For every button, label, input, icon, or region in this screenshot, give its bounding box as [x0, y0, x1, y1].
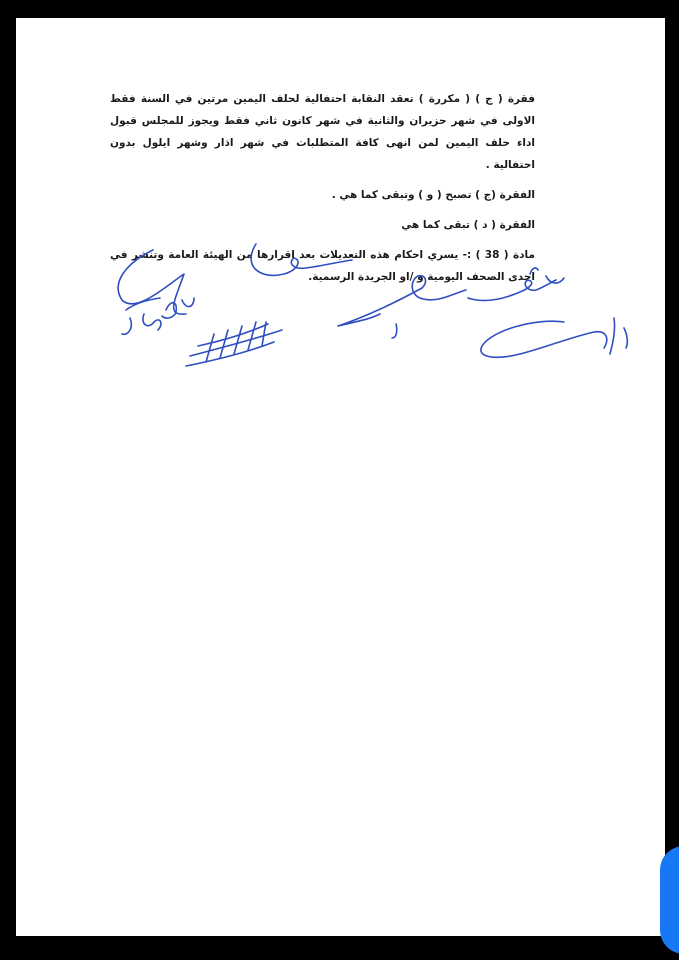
signature-right-top: [468, 268, 564, 301]
signature-top-center: [251, 244, 352, 275]
signatures: [16, 18, 665, 936]
signature-center-long: [338, 276, 466, 338]
paragraph-2: الفقرة (ج ) تصبح ( و ) وتبقى كما هي .: [331, 189, 535, 201]
paragraph-1: فقرة ( ج ) ( مكررة ) تعقد النقابة احتفالية لحلف اليمين مرتين في السنة فقط الاولى في شهر حزيران والثانية في شهر كانون ثاني فقط ويجوز للمجلس قبول اداء حلف اليمين لمن انهى كافة المتطلبات في شهر اذار وشهر ايلول بدون احتفالية .: [110, 93, 535, 171]
signature-hatched: [186, 322, 282, 366]
floating-action-button[interactable]: [660, 846, 679, 954]
signature-right-bottom: [481, 318, 627, 357]
paragraph-4: مادة ( 38 ) :- يسري احكام هذه التعديلات بعد اقرارها من الهيئة العامة وتنشر في احدى الصحف اليومية و /او الجريدة الرسمية.: [110, 249, 536, 283]
document-page: [16, 18, 665, 936]
paragraph-3: الفقرة ( د ) تبقى كما هي: [401, 219, 535, 231]
